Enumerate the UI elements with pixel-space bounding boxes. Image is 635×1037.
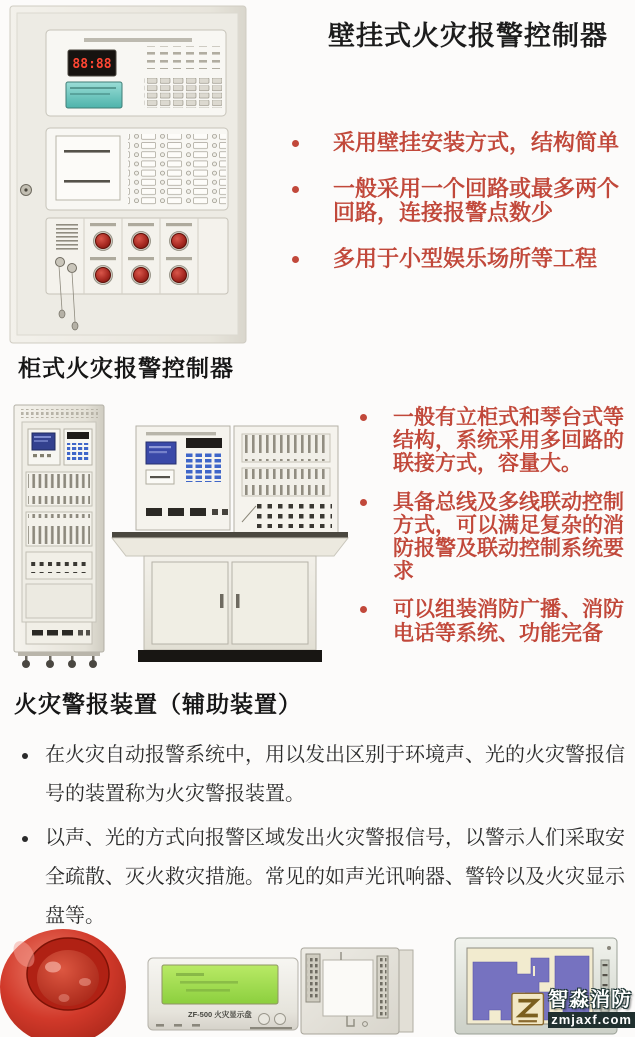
watermark-site: zmjaxf.com: [548, 1012, 635, 1028]
fire-display-panel-photo: [146, 950, 304, 1037]
cabinet-unit-photo: [6, 402, 112, 672]
bullet-dot-icon: [292, 186, 299, 193]
panel-indicator-module: [46, 128, 228, 210]
bullet-dot-icon: [360, 606, 367, 613]
blue-keypad: [186, 452, 222, 482]
alarm-devices-title: 火灾警报装置（辅助装置）: [14, 691, 302, 717]
blank-panel: [26, 584, 92, 618]
list-item: 具备总线及多线联动控制方式，可以满足复杂的消防报警及联动控制系统要求: [360, 491, 635, 584]
loop-module-slots: [244, 469, 328, 495]
watermark: [511, 981, 635, 1037]
desk-edge: [112, 532, 348, 538]
bullet-dot-icon: [22, 836, 28, 842]
key-switch: [68, 264, 77, 273]
list-item: 采用壁挂安装方式，结构简单: [292, 131, 632, 156]
door-handle: [236, 594, 240, 608]
vent-grille: [20, 409, 98, 418]
control-buttons: [256, 504, 332, 528]
keypad: [144, 78, 222, 108]
wall-controller-bullet-list: [292, 131, 632, 292]
green-lcd-screen: [162, 965, 278, 1004]
casters: [22, 656, 97, 668]
printer-door: [56, 136, 120, 200]
alarm-siren-photo: [0, 924, 138, 1037]
panel-display-module: [46, 30, 226, 116]
bullet-dot-icon: [360, 414, 367, 421]
bullet-dot-icon: [22, 753, 28, 759]
bullet-dot-icon: [360, 499, 367, 506]
wall-controller-title: 壁挂式火灾报警控制器: [328, 21, 608, 51]
wall-panel-photo: [4, 4, 252, 346]
list-item: 多用于小型娱乐场所等工程: [292, 247, 632, 272]
key-switch: [56, 258, 65, 267]
mounting-plate-photo: [295, 946, 423, 1037]
blue-keypad: [67, 443, 89, 461]
panel-button: [259, 1014, 270, 1025]
cabinet-door: [232, 562, 308, 644]
list-item: 可以组装消防广播、消防电话等系统、功能完备: [360, 598, 635, 644]
cabinet-door: [152, 562, 228, 644]
cabinet-controller-title: 柜式火灾报警控制器: [18, 355, 234, 381]
panel-model-text-placeholder: [84, 38, 192, 42]
desk-top: [112, 538, 348, 556]
display-digits: 88:88: [72, 57, 112, 72]
console-unit-photo: [110, 404, 350, 666]
loop-module-slots: [244, 435, 328, 461]
bullet-dot-icon: [292, 256, 299, 263]
bullet-dot-icon: [292, 140, 299, 147]
panel-button: [275, 1014, 286, 1025]
hanging-key: [59, 310, 65, 318]
list-item: 一般采用一个回路或最多两个回路，连接报警点数少: [292, 177, 632, 226]
base-plinth: [138, 650, 322, 662]
zone-indicator-grid: [128, 134, 226, 206]
list-item: 以声、光的方式向报警区域发出火灾警报信号，以警示人们采取安全疏散、灭火救灾措施。常见的如声光讯响器、警铃以及火灾显示盘等。: [22, 819, 630, 936]
mounting-window: [323, 960, 373, 1016]
panel-model-label: ZF-500 火灾显示盘: [188, 1010, 252, 1019]
hanging-key: [72, 322, 78, 330]
indicator-labels: [144, 46, 222, 69]
loop-module-slots: [28, 474, 90, 504]
speaker-grille: [54, 224, 78, 250]
manual-control-buttons: [31, 558, 89, 573]
door-handle: [220, 594, 224, 608]
watermark-logo-icon: [511, 989, 546, 1029]
list-item: 一般有立柜式和琴台式等结构，系统采用多回路的联接方式，容量大。: [360, 406, 635, 476]
cabinet-controller-bullet-list: [360, 406, 635, 660]
list-item: 在火灾自动报警系统中，用以发出区别于环境声、光的火灾警报信号的装置称为火灾警报装置。: [22, 736, 630, 814]
watermark-brand: 智淼消防: [548, 989, 633, 1011]
alarm-devices-bullet-list: [22, 736, 630, 941]
loop-module-slots: [28, 514, 90, 544]
power-led: [607, 946, 611, 950]
